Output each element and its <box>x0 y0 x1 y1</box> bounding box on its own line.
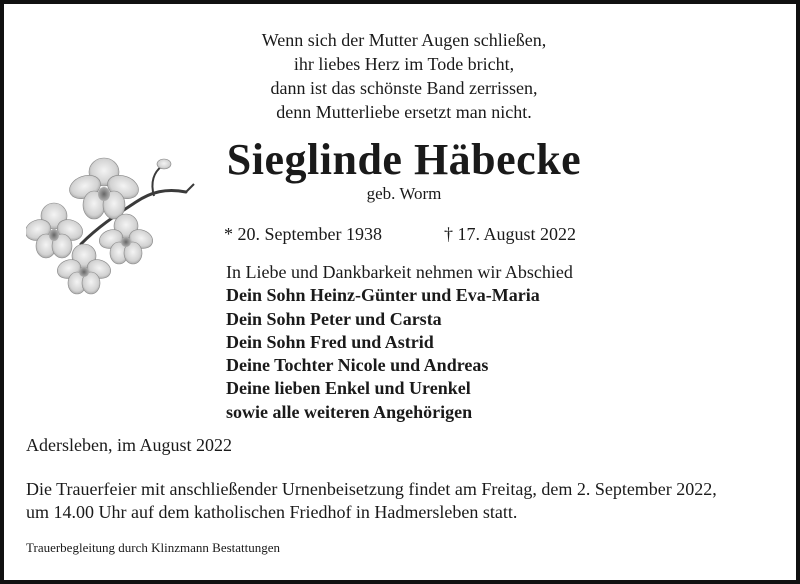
funeral-info <box>26 478 796 524</box>
orchid-icon <box>26 152 196 302</box>
deceased-name: Sieglinde Häbecke <box>226 135 582 184</box>
mourner-line: Dein Sohn Fred und Astrid <box>226 331 434 352</box>
poem <box>164 28 644 124</box>
farewell-intro: In Liebe und Dankbarkeit nehmen wir Abschied <box>226 262 573 282</box>
funeral-info-line: um 14.00 Uhr auf dem katholischen Friedhof in Hadmersleben statt. <box>26 502 518 522</box>
poem-line: denn Mutterliebe ersetzt man nicht. <box>276 102 532 122</box>
mourner-line: Dein Sohn Peter und Carsta <box>226 308 442 329</box>
death-date: † 17. August 2022 <box>444 224 577 244</box>
place-date: Adersleben, im August 2022 <box>26 435 232 455</box>
birth-date: * 20. September 1938 <box>224 224 382 244</box>
mourner-line: Dein Sohn Heinz-Günter und Eva-Maria <box>226 285 540 306</box>
funeral-director-credit: Trauerbegleitung durch Klinzmann Bestattungen <box>26 540 281 555</box>
birth-name: geb. Worm <box>366 184 442 203</box>
mourner-line: Deine lieben Enkel und Urenkel <box>226 378 471 399</box>
poem-line: ihr liebes Herz im Tode bricht, <box>293 54 515 74</box>
mourner-line: Deine Tochter Nicole und Andreas <box>226 355 489 376</box>
mourner-line: sowie alle weiteren Angehörigen <box>226 401 473 422</box>
funeral-info-line: Die Trauerfeier mit anschließender Urnenbeisetzung findet am Freitag, dem 2. September 2022, <box>26 479 717 499</box>
poem-line: Wenn sich der Mutter Augen schließen, <box>261 30 547 50</box>
poem-line: dann ist das schönste Band zerrissen, <box>270 78 538 98</box>
mourners-list <box>226 261 573 424</box>
